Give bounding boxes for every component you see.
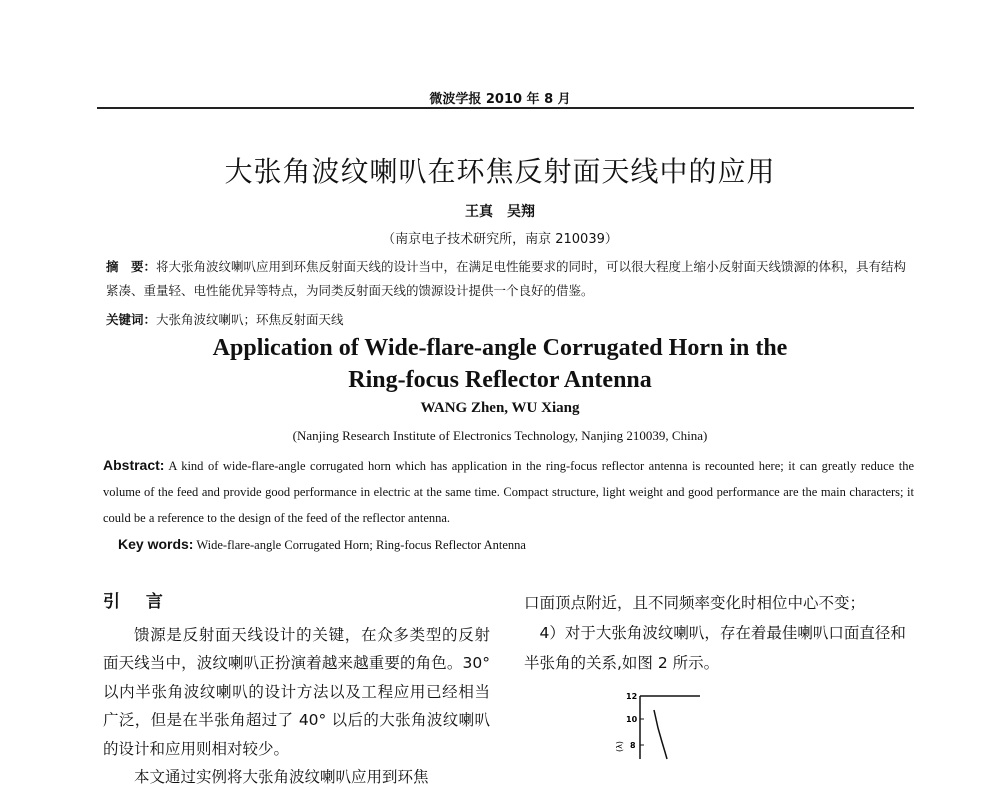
english-title-line1: Application of Wide-flare-angle Corrugated Horn in the xyxy=(212,335,788,361)
english-authors: WANG Zhen, WU Xiang xyxy=(420,400,580,416)
figure-tick-12: 12 xyxy=(626,692,638,701)
figure-tick-8: 8 xyxy=(630,741,636,750)
english-affiliation: (Nanjing Research Institute of Electronics Technology, Nanjing 210039, China) xyxy=(292,428,708,443)
chinese-abstract xyxy=(106,255,914,303)
english-title xyxy=(0,332,1000,396)
english-keywords xyxy=(118,536,526,553)
right-column-line-1: 口面顶点附近，且不同频率变化时相位中心不变； xyxy=(524,594,866,612)
chinese-abstract-text: 将大张角波纹喇叭应用到环焦反射面天线的设计当中，在满足电性能要求的同时，可以很大程度上缩小反射面天线馈源的体积，具有结构紧凑、重量轻、电性能优异等特点，为同类反射面天线的馈源设计提供一个良好的借鉴。 xyxy=(106,259,907,298)
chinese-keywords-text: 大张角波纹喇叭；环焦反射面天线 xyxy=(156,312,344,327)
chinese-abstract-label: 摘 要： xyxy=(106,259,157,274)
section-heading: 引 言 xyxy=(103,592,173,612)
english-keywords-text: Wide-flare-angle Corrugated Horn; Ring-focus Reflector Antenna xyxy=(193,538,526,552)
intro-paragraph-1: 馈源是反射面天线设计的关键，在众多类型的反射面天线当中，波纹喇叭正扮演着越来越重要的角色。30° 以内半张角波纹喇叭的设计方法以及工程应用已经相当广泛，但是在半张角超过了 40° 以后的大张角波纹喇叭的设计和应用则相对较少。 xyxy=(103,625,490,758)
figure-curve xyxy=(654,710,667,759)
chinese-affiliation: （南京电子技术研究所，南京 210039） xyxy=(382,232,618,247)
figure-tick-10: 10 xyxy=(626,715,638,724)
chinese-title: 大张角波纹喇叭在环焦反射面天线中的应用 xyxy=(224,155,776,188)
figure-2-partial xyxy=(615,690,704,759)
header-rule xyxy=(97,107,914,109)
chinese-keywords xyxy=(106,310,914,328)
english-abstract xyxy=(103,452,914,531)
english-abstract-text: A kind of wide-flare-angle corrugated horn which has application in the ring-focus reflector antenna is recounted here; it can greatly reduce the volume of the feed and provide good performance in electric at the same time. Compact structure, light weight and good performance are the main characters; it could be a reference to the design of the feed of the reflector antenna. xyxy=(103,459,914,525)
english-keywords-label: Key words: xyxy=(118,536,194,552)
running-header: 微波学报 2010 年 8 月 xyxy=(429,92,571,107)
right-column-item-4: 4）对于大张角波纹喇叭，存在着最佳喇叭口面直径和半张角的关系,如图 2 所示。 xyxy=(524,624,906,672)
left-column xyxy=(103,588,490,792)
right-column xyxy=(524,588,919,678)
figure-ylabel: (λ) xyxy=(615,741,624,752)
chinese-keywords-label: 关键词： xyxy=(106,312,157,327)
english-abstract-label: Abstract: xyxy=(103,457,165,473)
english-title-line2: Ring-focus Reflector Antenna xyxy=(348,367,652,393)
chinese-authors: 王真 吴翔 xyxy=(465,204,535,220)
intro-paragraph-2: 本文通过实例将大张角波纹喇叭应用到环焦 xyxy=(134,768,429,786)
